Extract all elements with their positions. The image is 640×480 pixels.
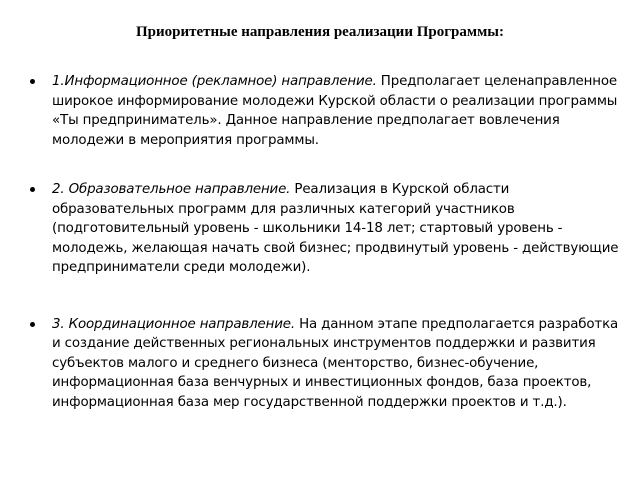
bullet-dot-icon: [30, 79, 35, 84]
slide-title: Приоритетные направления реализации Программы:: [135, 24, 505, 40]
bullet-lead: 2. Образовательное направление.: [52, 182, 291, 197]
bullet-dot-icon: [30, 187, 35, 192]
bullet-text: На данном этапе предполагается разработка и создание действенных региональных инструментов поддержки и развития субъектов малого и среднего бизнеса (менторство, бизнес-обучение, информационная база венчурных и инвестиционных фондов, база проектов, информационная база мер государственной поддержки проектов и т.д.).: [52, 316, 619, 410]
bullet-text: Предполагает целенаправленное широкое информирование молодежи Курской области о реализации программы «Ты предприниматель». Данное направление предполагает вовлечения молодежи в мероприятия программы.: [52, 74, 618, 148]
bullet-item-coordination: [30, 315, 620, 413]
bullet-item-informational: [30, 72, 620, 150]
bullet-dot-icon: [30, 322, 35, 327]
bullet-item-educational: [30, 180, 620, 278]
bullet-list: [30, 72, 620, 412]
bullet-text: Реализация в Курской области образовательных программ для различных категорий участников (подготовительный уровень - школьники 14-18 лет; стартовый уровень - молодежь, желающая начать свой бизнес; продвинутый уровень - действующие предприниматели среди молодежи).: [52, 182, 619, 275]
bullet-lead: 1.Информационное (рекламное) направление.: [52, 74, 377, 89]
bullet-lead: 3. Координационное направление.: [52, 316, 295, 332]
